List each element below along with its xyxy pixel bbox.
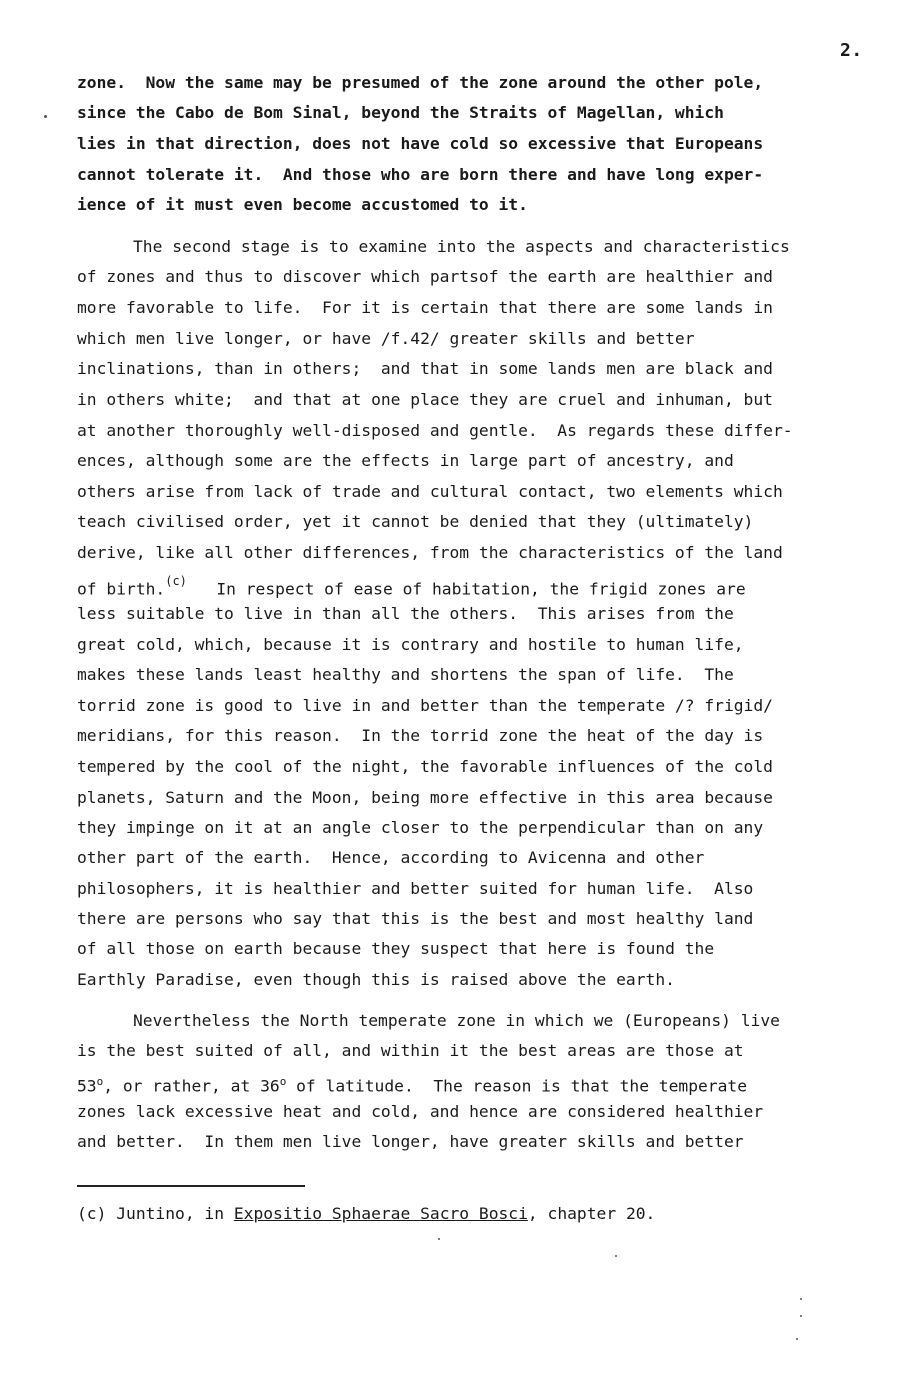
degree-symbol: o [96,1075,104,1088]
line-text: of birth. [77,579,166,599]
footnote-divider [77,1185,305,1187]
text-line: makes these lands least healthy and shortens the span of life. The [77,665,734,684]
footnote-marker: (c) Juntino, in [77,1204,234,1223]
text-line: Earthly Paradise, even though this is raised above the earth. [77,970,675,989]
page-number: 2. [840,40,863,61]
text-line: ences, although some are the effects in large part of ancestry, and [77,451,734,470]
scan-speck [796,1338,798,1340]
text-line: is the best suited of all, and within it the best areas are those at [77,1041,744,1060]
scan-speck [800,1315,802,1317]
text-line: inclinations, than in others; and that in some lands men are black and [77,359,773,378]
line-text: 53 [77,1076,97,1096]
scan-speck [800,1298,802,1300]
line-text: , or rather, at 36 [103,1076,280,1096]
text-line: which men live longer, or have /f.42/ greater skills and better [77,329,695,348]
text-line: zone. Now the same may be presumed of the zone around the other pole, [77,73,764,92]
text-line [77,572,746,599]
text-line: zones lack excessive heat and cold, and hence are considered healthier [77,1102,764,1121]
text-line: there are persons who say that this is the best and most healthy land [77,909,754,928]
text-line: at another thoroughly well-disposed and gentle. As regards these differ- [77,421,793,440]
line-text: In respect of ease of habitation, the frigid zones are [216,579,746,599]
text-line: tempered by the cool of the night, the favorable influences of the cold [77,757,773,776]
text-line: less suitable to live in than all the others. This arises from the [77,604,734,623]
text-line: others arise from lack of trade and cultural contact, two elements which [77,482,783,501]
scan-speck [615,1255,617,1257]
text-line: and better. In them men live longer, have greater skills and better [77,1132,744,1151]
text-line: planets, Saturn and the Moon, being more effective in this area because [77,788,773,807]
text-line [77,1070,747,1094]
text-line: other part of the earth. Hence, according to Avicenna and other [77,848,705,867]
text-line: great cold, which, because it is contrary and hostile to human life, [77,635,744,654]
text-line: meridians, for this reason. In the torrid zone the heat of the day is [77,726,764,745]
footnote-marker: (c) [165,574,187,588]
text-line: of all those on earth because they suspect that here is found the [77,939,715,958]
text-line: Nevertheless the North temperate zone in which we (Europeans) live [133,1011,780,1030]
degree-symbol: o [279,1075,287,1088]
text-line: since the Cabo de Bom Sinal, beyond the Straits of Magellan, which [77,103,724,122]
footnote [77,1202,655,1226]
footnote-title: Expositio Sphaerae Sacro Bosci [233,1204,528,1223]
text-line: more favorable to life. For it is certain that there are some lands in [77,298,773,317]
text-line: lies in that direction, does not have cold so excessive that Europeans [77,134,764,153]
scan-speck [438,1238,440,1240]
text-line: teach civilised order, yet it cannot be denied that they (ultimately) [77,512,754,531]
text-line: The second stage is to examine into the aspects and characteristics [133,237,790,256]
text-line: torrid zone is good to live in and better than the temperate /? frigid/ [77,696,773,715]
scan-speck [44,115,47,118]
line-text: of latitude. The reason is that the temperate [286,1076,748,1096]
text-line: derive, like all other differences, from the characteristics of the land [77,543,783,562]
text-line: philosophers, it is healthier and better suited for human life. Also [77,879,754,898]
text-line: they impinge on it at an angle closer to the perpendicular than on any [77,818,764,837]
text-line: of zones and thus to discover which partsof the earth are healthier and [77,267,773,286]
text-line: cannot tolerate it. And those who are born there and have long exper- [77,165,764,184]
footnote-rest: , chapter 20. [527,1204,656,1223]
text-line: in others white; and that at one place they are cruel and inhuman, but [77,390,773,409]
text-line: ience of it must even become accustomed to it. [77,195,528,214]
